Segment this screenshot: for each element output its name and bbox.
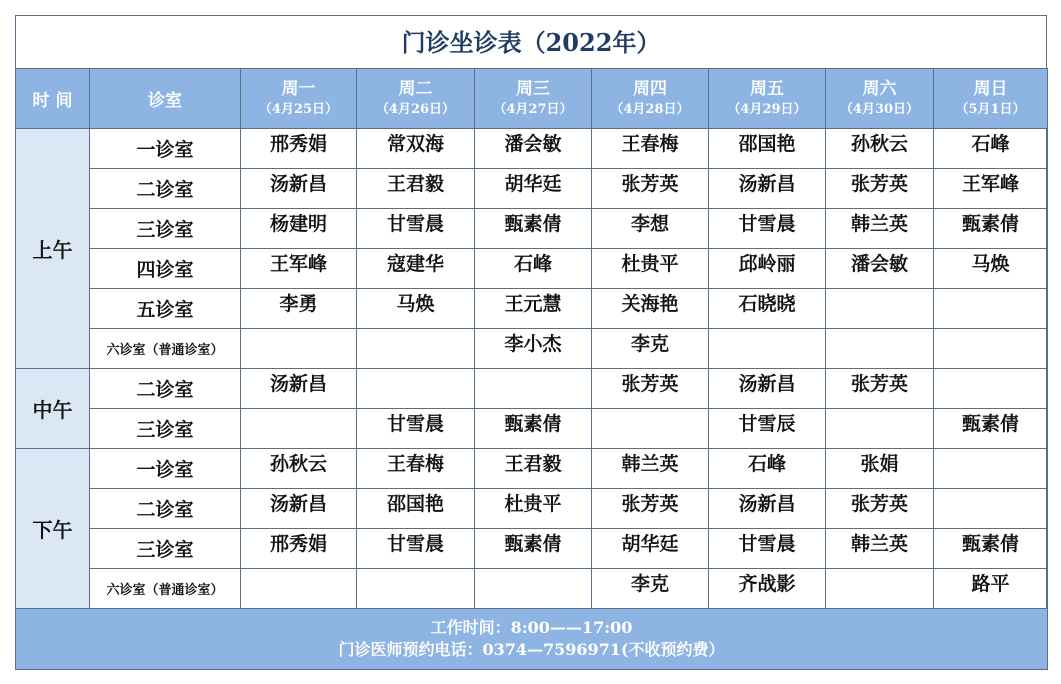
doctor-name: 齐战影 [738,573,796,595]
header-day-tue: 周二 （4月26日） [357,69,475,129]
doctor-cell-fri [709,409,826,449]
doctor-name: 汤新昌 [269,493,327,515]
schedule-row [16,529,1048,569]
doctor-cell-sat [826,449,934,489]
doctor-cell-sun [934,449,1048,489]
doctor-cell-tue [357,449,475,489]
doctor-cell-sun [934,209,1048,249]
doctor-cell-fri [709,209,826,249]
doctor-name: 张芳英 [850,493,908,515]
doctor-name: 甘雪晨 [386,213,444,235]
doctor-name: 甄素倩 [961,213,1019,235]
doctor-cell-wed [475,529,592,569]
doctor-cell-mon [241,329,357,369]
booking-phone: 门诊医师预约电话：0374—7596971(不收预约费） [338,640,725,659]
room-label [90,169,241,209]
doctor-name: 甄素倩 [504,213,562,235]
room-label [90,289,241,329]
doctor-cell-tue [357,569,475,609]
doctor-cell-mon [241,369,357,409]
doctor-name: 张芳英 [621,373,679,395]
doctor-name: 王君毅 [386,173,444,195]
room-label [90,209,241,249]
doctor-cell-wed [475,129,592,169]
doctor-cell-mon [241,169,357,209]
doctor-name: 邢秀娟 [269,533,327,555]
schedule-row [16,249,1048,289]
doctor-name: 邵国艳 [738,133,796,155]
doctor-cell-tue [357,489,475,529]
page-title: 门诊坐诊表（2022年） [401,28,661,57]
room-name: 五诊室 [136,299,194,321]
doctor-cell-sat [826,129,934,169]
doctor-cell-mon [241,449,357,489]
doctor-cell-wed [475,449,592,489]
doctor-cell-wed [475,409,592,449]
doctor-cell-mon [241,129,357,169]
doctor-name: 邱岭丽 [738,253,796,275]
footer-row [16,609,1048,670]
doctor-cell-fri [709,489,826,529]
doctor-name: 石峰 [971,133,1010,155]
header-day-wed: 周三 （4月27日） [475,69,592,129]
doctor-name: 张娟 [860,453,899,475]
doctor-cell-sun [934,329,1048,369]
doctor-name: 甘雪晨 [386,413,444,435]
doctor-name: 胡华廷 [504,173,562,195]
room-name: 二诊室 [136,379,194,401]
header-row [16,69,1048,129]
room-name: 二诊室 [136,179,194,201]
doctor-name: 韩兰英 [850,533,908,555]
doctor-cell-mon [241,409,357,449]
footer-info [16,609,1048,670]
doctor-cell-sat [826,209,934,249]
doctor-name: 孙秋云 [850,133,908,155]
doctor-name: 李想 [630,213,669,235]
room-label [90,569,241,609]
doctor-cell-thu [592,169,709,209]
doctor-cell-mon [241,489,357,529]
doctor-name: 关海艳 [621,293,679,315]
doctor-cell-sun [934,409,1048,449]
doctor-cell-tue [357,329,475,369]
doctor-cell-sat [826,329,934,369]
room-label [90,449,241,489]
doctor-cell-wed [475,209,592,249]
doctor-name: 汤新昌 [738,373,796,395]
doctor-cell-fri [709,329,826,369]
doctor-cell-wed [475,489,592,529]
doctor-cell-fri [709,449,826,489]
schedule-row [16,449,1048,489]
doctor-cell-sun [934,169,1048,209]
doctor-cell-fri [709,569,826,609]
doctor-cell-thu [592,249,709,289]
doctor-cell-tue [357,249,475,289]
schedule-row [16,289,1048,329]
doctor-cell-tue [357,129,475,169]
doctor-name: 甄素倩 [961,413,1019,435]
header-day-sun: 周日 （5月1日） [934,69,1048,129]
doctor-cell-sat [826,489,934,529]
doctor-name: 路平 [971,573,1010,595]
doctor-cell-mon [241,289,357,329]
doctor-name: 甄素倩 [504,413,562,435]
schedule-frame [15,15,1047,668]
doctor-name: 甘雪晨 [738,533,796,555]
doctor-cell-tue [357,209,475,249]
doctor-cell-mon [241,529,357,569]
doctor-name: 王春梅 [386,453,444,475]
doctor-cell-tue [357,289,475,329]
doctor-cell-thu [592,449,709,489]
doctor-name: 杜贵平 [504,493,562,515]
doctor-name: 张芳英 [850,173,908,195]
doctor-name: 石晓晓 [738,293,796,315]
room-label [90,529,241,569]
doctor-cell-sun [934,369,1048,409]
doctor-cell-thu [592,489,709,529]
room-name: 六诊室（普通诊室） [106,583,224,598]
doctor-cell-thu [592,209,709,249]
doctor-cell-thu [592,569,709,609]
doctor-cell-sun [934,129,1048,169]
doctor-name: 甘雪辰 [738,413,796,435]
doctor-name: 石峰 [747,453,786,475]
doctor-cell-tue [357,369,475,409]
doctor-cell-thu [592,369,709,409]
doctor-cell-mon [241,569,357,609]
doctor-name: 马焕 [971,253,1010,275]
doctor-name: 寇建华 [386,253,444,275]
doctor-cell-sun [934,489,1048,529]
doctor-name: 汤新昌 [269,173,327,195]
doctor-name: 李克 [630,333,669,355]
doctor-cell-tue [357,529,475,569]
doctor-name: 杨建明 [269,213,327,235]
doctor-name: 韩兰英 [850,213,908,235]
schedule-row [16,129,1048,169]
doctor-cell-sat [826,289,934,329]
doctor-name: 王春梅 [621,133,679,155]
doctor-name: 胡华廷 [621,533,679,555]
doctor-name: 张芳英 [850,373,908,395]
doctor-cell-mon [241,249,357,289]
room-name: 二诊室 [136,499,194,521]
doctor-name: 王元慧 [504,293,562,315]
header-day-sat: 周六 （4月30日） [826,69,934,129]
period-noon: 中午 [16,369,90,449]
room-name: 三诊室 [136,219,194,241]
doctor-name: 王军峰 [269,253,327,275]
doctor-name: 马焕 [396,293,435,315]
doctor-name: 甘雪晨 [738,213,796,235]
doctor-name: 石峰 [513,253,552,275]
work-hours: 工作时间：8:00——17:00 [430,618,633,637]
room-label [90,369,241,409]
schedule-row [16,489,1048,529]
header-room: 诊室 [90,69,241,129]
room-label [90,329,241,369]
doctor-name: 张芳英 [621,493,679,515]
room-label [90,489,241,529]
doctor-name: 潘会敏 [504,133,562,155]
schedule-table [15,68,1048,670]
doctor-name: 韩兰英 [621,453,679,475]
doctor-cell-thu [592,409,709,449]
header-day-thu: 周四 （4月28日） [592,69,709,129]
header-day-mon: 周一 （4月25日） [241,69,357,129]
room-label [90,129,241,169]
header-time: 时 间 [16,69,90,129]
doctor-cell-tue [357,409,475,449]
doctor-cell-fri [709,289,826,329]
doctor-cell-wed [475,569,592,609]
schedule-body [16,129,1048,609]
doctor-cell-sun [934,569,1048,609]
doctor-cell-sat [826,249,934,289]
doctor-cell-fri [709,369,826,409]
room-name: 一诊室 [136,139,194,161]
doctor-cell-wed [475,249,592,289]
room-name: 六诊室（普通诊室） [106,343,224,358]
room-name: 一诊室 [136,459,194,481]
doctor-cell-thu [592,529,709,569]
schedule-row [16,329,1048,369]
doctor-cell-sun [934,529,1048,569]
doctor-cell-wed [475,169,592,209]
doctor-name: 汤新昌 [269,373,327,395]
doctor-cell-sat [826,409,934,449]
doctor-name: 甘雪晨 [386,533,444,555]
doctor-cell-sat [826,529,934,569]
doctor-name: 李克 [630,573,669,595]
doctor-name: 王军峰 [961,173,1019,195]
schedule-row [16,169,1048,209]
doctor-name: 孙秋云 [269,453,327,475]
doctor-cell-thu [592,329,709,369]
doctor-name: 甄素倩 [961,533,1019,555]
room-name: 三诊室 [136,419,194,441]
doctor-cell-sat [826,569,934,609]
room-name: 三诊室 [136,539,194,561]
doctor-name: 张芳英 [621,173,679,195]
doctor-name: 杜贵平 [621,253,679,275]
doctor-cell-fri [709,169,826,209]
doctor-cell-fri [709,529,826,569]
doctor-cell-sat [826,169,934,209]
schedule-row [16,569,1048,609]
room-label [90,249,241,289]
schedule-row [16,209,1048,249]
doctor-cell-sun [934,249,1048,289]
doctor-name: 汤新昌 [738,493,796,515]
room-label [90,409,241,449]
doctor-name: 王君毅 [504,453,562,475]
doctor-cell-mon [241,209,357,249]
room-name: 四诊室 [136,259,194,281]
doctor-cell-wed [475,369,592,409]
period-afternoon: 下午 [16,449,90,609]
doctor-cell-wed [475,329,592,369]
schedule-row [16,409,1048,449]
doctor-name: 李小杰 [504,333,562,355]
doctor-cell-tue [357,169,475,209]
schedule-row [16,369,1048,409]
doctor-cell-fri [709,249,826,289]
doctor-cell-sun [934,289,1048,329]
doctor-name: 甄素倩 [504,533,562,555]
doctor-name: 李勇 [279,293,318,315]
doctor-name: 常双海 [386,133,444,155]
doctor-name: 汤新昌 [738,173,796,195]
period-morning: 上午 [16,129,90,369]
doctor-cell-thu [592,129,709,169]
doctor-cell-thu [592,289,709,329]
doctor-cell-wed [475,289,592,329]
doctor-cell-sat [826,369,934,409]
doctor-cell-fri [709,129,826,169]
header-day-fri: 周五 （4月29日） [709,69,826,129]
doctor-name: 邢秀娟 [269,133,327,155]
doctor-name: 邵国艳 [386,493,444,515]
doctor-name: 潘会敏 [850,253,908,275]
